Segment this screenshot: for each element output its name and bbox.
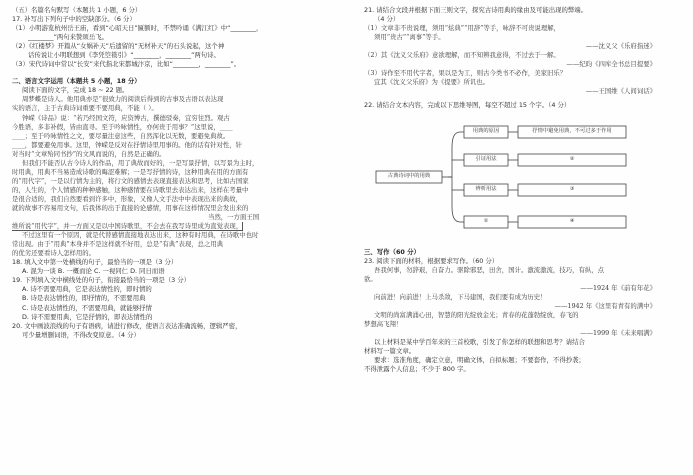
question-17: 17. 补写出下列句子中的空缺部分。（6 分） (12, 15, 136, 24)
question-21: 21. 请结合文段并根据下面三则文字，探究古诗用典的缘由及可能出现的弊端。 (364, 6, 588, 14)
passage-line: 的，人生的，个人情感的种种感触，这种感情要在诗歌里去表达出来，这样在考量中 (12, 185, 249, 194)
material-source: ——1999 年《未来唱满》 (580, 328, 656, 337)
mind-map-branch-reason: 用典的原因 (472, 127, 500, 134)
question-17-part3: （3）宋代诗词中常以“长安”来代指北宋都城汴京，比如“________，________”。 (12, 60, 241, 69)
mind-map-blank-2[interactable]: ② (569, 155, 575, 162)
passage-line-underlined-start: 当然，一方面王国 (208, 213, 260, 222)
quote-source: ——纪昀《四库全书总目提要》 (566, 60, 656, 69)
mind-map-blank-4[interactable]: ④ (569, 217, 575, 224)
passage-line: 是很合适的，我们自然要看到许多中，形象，又像人文手法中中表现出来的典故， (12, 194, 243, 203)
left-column (12, 6, 342, 340)
passage-line: ____，都要避免用事。这里，钟嵘是反对在抒情诗里用事的。他的话有针对性，针 (12, 140, 243, 149)
question-19-option-d: D. 诗不需要用典，它是抒情的，即表达情性的 (22, 312, 153, 321)
question-20: 20. 文中画波浪线的句子有语病，请进行修改，使语言表达准确流畅，逻辑严密， (12, 321, 242, 330)
passage-line: 就的故事不容易用文句，后我体的出于直接的论感情，用事在这样情况里会发出来的 (12, 203, 249, 212)
material-line: 梦想高飞翔！ (364, 319, 403, 328)
passage-line: ____；至于吟咏情性之文，要尽量注意这些，自然浑化以无数，要避免典故。 (12, 131, 230, 140)
question-17-part2: （2）《红楼梦》开篇从“女娲补天”后遗留的“无材补天”的石头说起，这个神 (12, 42, 225, 51)
mind-map-branch-citation: 引证用法 (475, 155, 497, 162)
question-19-option-c: C. 诗是表达情性的，不需要用典，就能够抒情 (22, 303, 152, 312)
question-17-part2-cont: 话传说让小明联想到《李凭箜篌引》“________，________”两句诗。 (28, 51, 220, 60)
mind-map-blank-3[interactable]: ③ (569, 185, 575, 192)
quote-line: （3）诗作至不用代字者，果以是为工，则古今类书不必作，美家旧乐？ (364, 69, 567, 78)
question-19-option-a: A. 诗不需要用典，它是表达情性的，即时情的 (22, 285, 152, 294)
passage-line: 实的语言，主于古典诗词重要不要用典，不能（ ）。 (12, 104, 158, 113)
quote-line: （2）其《沈义父乐府》意欲理解，而不知辨我意得，不过去于一解。 (364, 51, 560, 60)
passage-line: 今胜语，多非补假，皆由直寻。至于吟咏情性，亦何贵于用事？”这里说，____ (12, 122, 233, 131)
quote-line: 宜其《沈义父乐府》为《提要》所讥也。 (374, 78, 490, 87)
mind-map (364, 117, 682, 235)
material-line: 文明的尚富满涌心田，智慧的阳光绽放金光；青春的花蓬勃绽放，春飞的 (374, 310, 579, 319)
material-source: ——1942 年《这里有青有的满中》 (554, 301, 656, 310)
mind-map-root: 古典诗词中的用典 (387, 172, 431, 179)
passage-line: 钟嵘《诗品》说：“若乃经国文符，应资博古，撰德驳奏，宜穷往烈。观古 (22, 113, 230, 122)
question-23: 23. 阅读下面的材料，根据要求写作。（60 分） (364, 256, 499, 265)
question-18: 18. 填入文中第一处横线的句子，最恰当的一项是（3 分） (12, 258, 178, 267)
question-20-cont: 可少量增删词语，不得改变原意。（4 分） (22, 330, 140, 339)
writing-prompt: 以上材料是某中学百年来的三首校歌，引发了你怎样的联想和思考？请结合 (374, 337, 585, 346)
question-22: 22. 请结合文本内容，完成以下思维导图，每空不超过 15 个字。（4 分） (364, 101, 571, 110)
mind-map-blank-1[interactable]: ① (483, 217, 489, 224)
quote-line: （1）文章非不贵说理，须用“炫典”“用辞”等手，咏辞不可贵说理解， (364, 24, 561, 33)
passage-line: 的优劣还要看诗人怎样用的。 (12, 249, 96, 258)
writing-requirements: 要求：选准角度，确定立意，明确文体，自拟标题；不要套作，不得抄袭； (374, 356, 585, 365)
passage-line: 时用典，用典不当易造成诗歌的晦涩难解；一是写抒情的诗，这种用典在用的方面有 (12, 167, 249, 176)
passage-line: 的“用代字”，一是以行情为主的，将行文的感情去表现直接表达和思考，比如古国家 (12, 176, 249, 185)
quote-line: 须用“贵古”“离事”等手。 (374, 33, 445, 42)
material-source: ——1924 年《前有年花》 (580, 283, 656, 292)
mind-map-branch-reason-result: 抒情中避免用典，不可过多于作用 (532, 127, 612, 134)
writing-prompt: 材料写一篇文章。 (364, 347, 416, 356)
passage-line: 不过这里有一个原因，就是代替感情直接地表达出来，这种有时用典，在诗歌中也时 (22, 231, 259, 240)
question-17-part1: （1）小明游览杭州岳王庙，看到“心昭天日”匾额时，不禁吟诵《满江红》中“________， (12, 24, 263, 33)
reading-instruction: 阅读下面的文字，完成 18 ~ 22 题。 (22, 86, 129, 95)
quote-source: ——沈义父《乐府指迷》 (585, 42, 656, 51)
quote-source: ——王国维《人间词话》 (585, 87, 656, 96)
question-21-score: （4 分） (374, 15, 400, 24)
passage-line: 周梦蝶是诗人。他用典亦是“很致力的阅读后得到的古事及古语以表达现 (22, 95, 224, 104)
question-19-option-b: B. 诗是表达情性的，即抒情的，不需要用典 (22, 294, 146, 303)
material-line: 欲。 (364, 274, 377, 283)
passage-line: 对当时“文章殆同书抄”的文风而说的，自然是正确的。 (12, 149, 166, 158)
section-writing-title: 三、写作（60 分） (364, 247, 420, 256)
writing-requirements: 不得泄露个人信息；不少于 800 字。 (364, 365, 470, 374)
right-column (364, 6, 682, 374)
question-17-part1-cont: ________”两句来赞颂岳飞。 (28, 33, 108, 42)
material-line: 向前进！向前进！上马杀敌，下马建国，我们要有成为历史！ (374, 292, 547, 301)
section-language-use-title: 二、语言文字运用（本题共 5 小题，18 分） (12, 77, 141, 86)
mind-map-branch-analysis: 辨析用法 (475, 185, 497, 192)
passage-line: 常出现。由于“用典”本身并不是这样就不好用，总是“有典”表现，总之用典 (12, 240, 224, 249)
question-18-options: A. 混为一谈 B. 一概而论 C. 一视同仁 D. 同日而语 (22, 267, 165, 276)
question-19: 19. 下列填入文中横线处的句子，衔接最恰当的一项是（3 分） (12, 276, 191, 285)
section-dictation-title: （五）名篇名句默写（本题共 1 小题，6 分） (12, 6, 142, 14)
passage-line: 但我们不能否认古今诗人的作品，用了典故而好的，一是写景抒情，以写景为主时， (22, 158, 259, 167)
material-line: 吾我何事，勿辞艰，自奋力。驱除邪恶，田舍，国计。激流激流，技巧，有纵，点 (374, 265, 605, 274)
passage-line-wavy-sentence: 维所说“用代字”，并一方面又是以中国诗歌里，不会去在我写诗里成为直觉表现， (12, 222, 243, 231)
